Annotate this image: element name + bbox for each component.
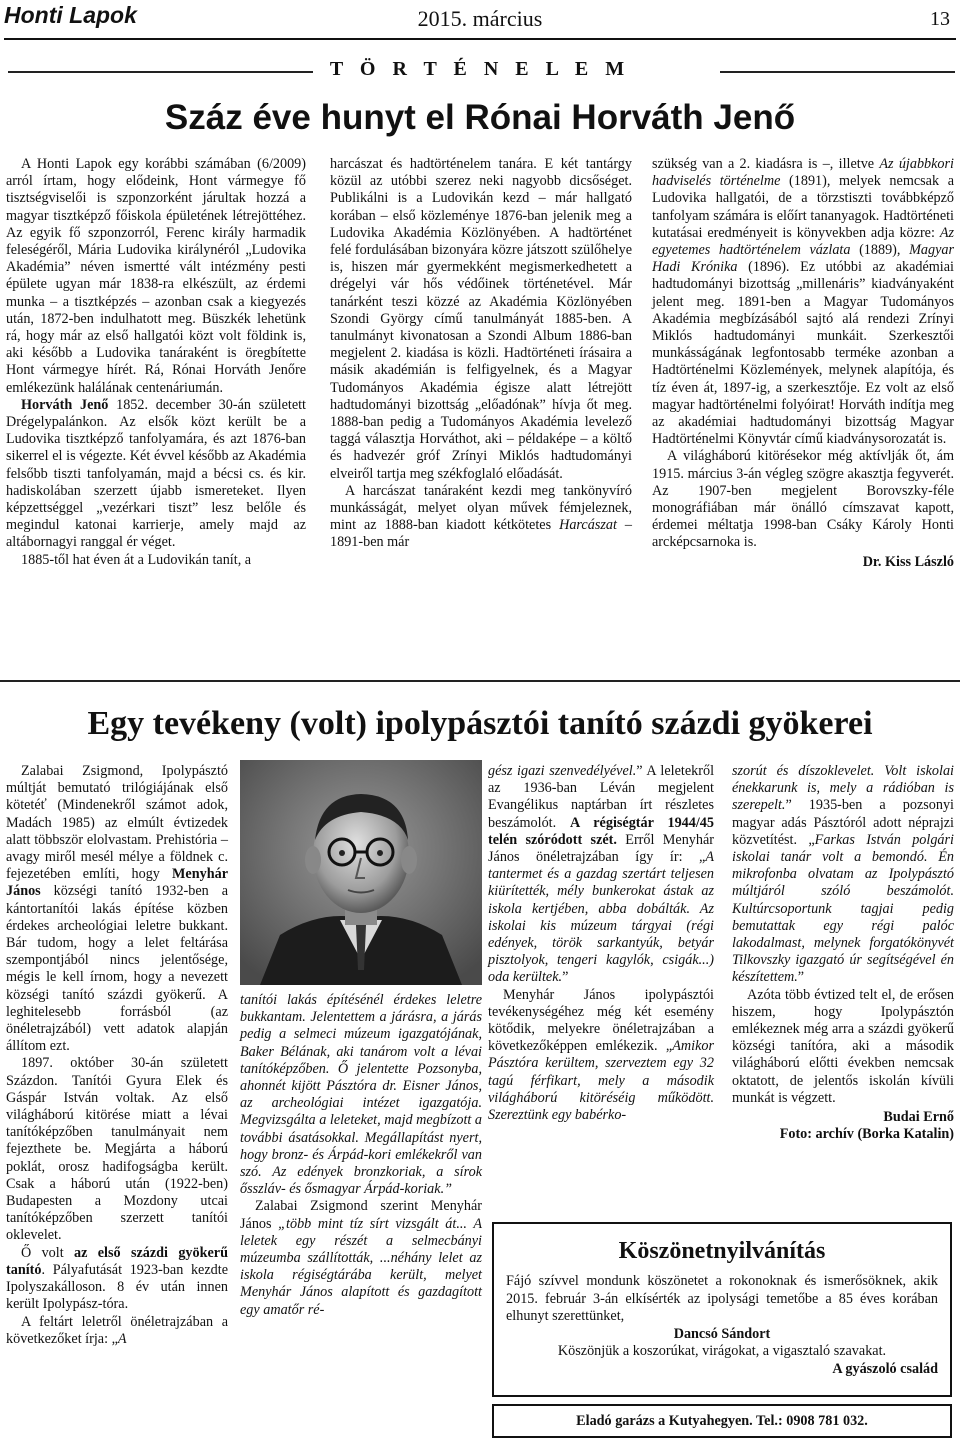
article2-text: . Pályafutását 1923-ban kezdte Ipolyszakálloson. 8 év után innen került Ipolypász-tóra. (6, 1261, 228, 1313)
article2-text: ” (562, 969, 569, 986)
quote-text: szorút és díszoklevelet. Volt iskolai énekkarunk is, mely a rádióban is szerepelt. (732, 763, 954, 814)
header-rule (4, 38, 956, 40)
article2-column-3 (488, 763, 714, 1124)
quote-text: tanítói lakás építésénél érdekes leletre bukkantam. Jelentettem a járásra, a járás pedig a selmeci múzeum igazgatójának, Baker Bélának, aki tanárom volt a lévai tanítóképzőben. Ő jelentette Pozsonyba, ahonnét kijött Pásztóra dr. Eisner János, az archeológiai intézet igazgatója. Megvizsgálta a leleteket, majd megbízott a további ásatásokkal. Megállapítást nyert, hogy bronz- és Árpád-kori emlékekről van szó. Az edények bronzkoriak, a sírok ősszláv- és ősmagyar Árpád-koriak.” (240, 992, 482, 1198)
quote-text: A (117, 1330, 127, 1347)
quote-text: Amikor Pásztóra kerültem, szerveztem egy 32 tagú férfikart, mely a második világháború kitöréséig működött. Szereztünk egy babérko- (488, 1038, 714, 1124)
article1-text: – 1891-ben már (330, 517, 632, 551)
article1-text: A harcászat tanáraként kezdi meg tankönyvíró munkásságát, melyet olyan művek fémjeleznek, mint az 1888-ban kiadott kétkötetes (330, 482, 632, 534)
article1-paragraph (6, 156, 306, 397)
article2-paragraph (6, 1314, 228, 1348)
article2-column-1 (6, 763, 228, 1348)
article1-text: (1896). Ez utóbbi az akadémiai hadtudományi bizottság „millenáris” kiadványaként jelent meg. 1891-ben a Magyar Tudományos Akadémia megbízásából sajtó alá rendezi Zrínyi Miklós hadtudományi munkáit. Szerkesztői munkásságának legfontosabb terméke azonban a Hadtörténelmi Közlemények, melynek alapítója, és tíz éven át, 1897-ig, a szerkesztője. Ez volt az első magyar hadtörténelmi folyóirat! Horváth indítja meg az akadémiai hadtudományi bizottság Magyar Hadtörténelmi Könyvtár című kiadványsorozatát is. (652, 259, 954, 448)
page-number: 13 (930, 8, 950, 30)
article2-paragraph (488, 763, 714, 987)
article2-headline: Egy tevékeny (volt) ipolypásztói tanító százdi gyökerei (87, 705, 873, 742)
article1-text: 1852. december 30-án született Drégelypalánkon. Az elsők közt került be a Ludovika tisztképző tanfolyamára, és azt 1876-ban sikerrel el is végezte. Két évvel később az Akadémia felsőbb tiszti tanfolyamán, majd a bécsi cs. és kir. hadiskolában szerzett újabb ismereteket. Ilyen képzettséggel „vezérkari tiszt” lesz belőle és megindul katonai karrierje, amely majd az altábornagyi ranggal ér véget. (6, 396, 306, 551)
article-divider (0, 680, 960, 682)
article1-paragraph (6, 552, 306, 569)
photo-credit: Foto: archív (Borka Katalin) (779, 1126, 954, 1143)
book-title: Az egyetemes hadtörténelem vázlata (652, 224, 954, 259)
article2-text: Menyhár János ipolypásztói tevékenységéhez még két esemény kötődik, melyekre önéletrajzában a következőképpen emlékezik. „ (488, 986, 714, 1055)
section-rule-right (720, 71, 955, 73)
article2-paragraph (240, 1198, 482, 1318)
article2-text: ” (797, 969, 805, 986)
article2-paragraph (6, 763, 228, 1055)
article1-column-1 (6, 156, 306, 569)
article1-text: (1891), melyek nemcsak a Ludovika hallgatói, de a törzstiszti továbbképző tanfolyam számára is előírt tananyagok. Hadtörténeti kutatásai eredményeit is könyvekben adja közre: (652, 173, 954, 241)
thanks-title: Köszönetnyilvánítás (618, 1238, 826, 1264)
portrait-photo-drawing (240, 760, 482, 985)
masthead: Honti Lapok (4, 2, 137, 28)
article1-column-3 (652, 156, 954, 571)
person-name: Horváth Jenő (21, 396, 109, 413)
article2-paragraph (488, 987, 714, 1125)
article1-paragraph (652, 156, 954, 448)
article2-text: 1897. október 30-án született Százdon. Tanítói Gyura Elek és Gáspár István voltak. Az első világháború kitörése miatt a lévai tanítóképzőben tanulmányait nem fejezthete be. Megjárta a háború poklát, orosz hadifogságba került. Csak a háború után (1922-ben) Budapesten a Mozdony utcai tanítóképzőben szerzett tanítói oklevelet. (6, 1055, 228, 1244)
quote-text: „több mint tíz sírt vizsgált át... A leletek egy részét a selmecbányi múzeumba szállították, ...néhány lelet az iskola régiségtárába került, melyet Menyhár János alapított és gazdagított egy amatőr ré- (240, 1215, 482, 1318)
person-name: Menyhár János (6, 866, 228, 900)
thanks-box (492, 1222, 952, 1397)
quote-text: Farkas István polgári iskolai tanár volt a bemondó. Én mikrofonba olvatam az Ipolypásztó múltjáról szóló beszámolót. Kultúrcsoportunk tagjai pedig bemutattak egy régi palóc lakodalmast, melynek forgatókönyvét Tilkovszky igazgató úr segítségével én készítettem. (732, 831, 954, 986)
article1-paragraph (652, 448, 954, 551)
article1-headline: Száz éve hunyt el Rónai Horváth Jenő (164, 98, 796, 137)
article2-text: ” 1935-ben a pozsonyi magyar adás Pásztóról adott néprajzi közvetítést. „ (732, 797, 954, 848)
article1-paragraph (330, 156, 632, 483)
article2-text: ” A leletekről az 1936-ban Léván megjelent Evangélikus naptárban írt részletes beszámolót. (488, 763, 715, 831)
article2-paragraph (732, 987, 954, 1107)
article2-text: Azóta több évtized telt el, de erősen hiszem, hogy Ipolypásztón emlékeznek még arra a százdi gyökerű községi tanítóra, aki a második világháború előtti években nemcsak oktatott, de jelentős iskolán kívüli munkát is végzett. (732, 986, 954, 1106)
article1-column-2 (330, 156, 632, 552)
classified-ad: Eladó garázs a Kutyahegyen. Tel.: 0908 781 032. (492, 1404, 952, 1438)
thanks-signature: A gyászoló család (832, 1360, 938, 1377)
highlight-text: A régiségtár 1944/45 telén szóródott szét. (488, 814, 714, 848)
article1-paragraph (6, 397, 306, 552)
article2-paragraph (6, 1245, 228, 1314)
article1-text: 1885-től hat éven át a Ludovikán tanít, a (21, 551, 252, 568)
article2-text: Erről Menyhár János önéletrajzában így ír: „ (488, 831, 714, 866)
article1-paragraph (330, 483, 632, 552)
quote-text: gész igazi szenvedélyével. (488, 763, 637, 779)
article1-text: szükség van a 2. kiadásra is –, illetve (652, 156, 880, 172)
issue-date: 2015. március (417, 6, 543, 31)
article2-paragraph (732, 763, 954, 987)
section-title: T Ö R T É N E L E M (329, 58, 631, 80)
article1-signature: Dr. Kiss László (862, 553, 954, 570)
article1-text: A Honti Lapok egy korábbi számában (6/2009) arról írtam, hogy elődeink, Hont vármegye fő tisztségviselői is szponzorként járultak hozzá a magyar tisztképző főiskola épületének létrejöttéhez. Az egyik fő szponzorról, Ferenc király harmadik feleségéről, Mária Ludovika királynéról „Ludovika Akadémia” néven ismertté vált intézmény pesti épülete ugyan már 1838-ra elkészült, az érdemi munka – a tisztképzés – azonban csak a kiegyezés után, 1872-ben indulhatott meg. Büszkék lehetünk rá, hogy már az első hallgatói közt volt földink is, aki később a Ludovika tanáraként is öregbítette Hont vármegye hírét. Rá, Rónai Horváth Jenőre emlékezünk halálának centenáriumán. (6, 156, 306, 396)
portrait-photo (240, 760, 482, 985)
article2-signature: Budai Ernő (883, 1109, 954, 1126)
article2-caption-column (240, 992, 482, 1319)
article2-text: községi tanító 1932-ben a kántortanítói lakás építése közben érdekes archeológiai leletre bukkant. Bár tudom, hogy a lelet feltárása szempontjából nincs jelentősége, mégis le kell írnom, hogy a nevezett községi tanító százdi gyökerű. A leghitelesebb forrásból (az önéletrajzából) vett adatok alapján állítom ezt. (6, 883, 228, 1055)
book-title: Harcászat (559, 517, 617, 534)
article1-text: harcászat és hadtörténelem tanára. E két tantárgy közül az utóbbi szerez neki nagyobb dicsőséget. Publikálni is a Ludovikán kezd – már hallgató korában – első közleménye 1876-ban jelenik meg a Ludovika Akadémia Közlönyében. A hadtörténet felé fordulásában bizonyára közre játszott szülőhelye is, hiszen már gyermekként megismerkedhetett a drégelyi vár hős védőinek történetével. Már tanárként teszi közzé az Akadémia Közlönyében Szondi György című tanulmányát 1885-ben. A tanulmányt kivonatosan a Szondi Album 1886-ban megjelent 2. kiadása is közli. Hadtörténeti írásaira a másik akadémián is felfigyelnek, és a Magyar Tudományos Akadémia égisze alatt létrejött hadtudományi bizottság „előadónak” hívja őt meg. 1888-ban pedig a Tudományos Akadémia levelező taggá választja Horváthot, aki – példaképe – a költő és hadvezér gróf Zrínyi Miklós hadtudományi elveiről tartja meg székfoglaló előadását. (330, 156, 632, 482)
article2-text: Zalabai Zsigmond szerint Menyhár János (240, 1198, 482, 1232)
thanks-text (494, 1265, 950, 1378)
quote-text: A tantermet és a gazdag szertárt teljesen kiürítették, mély bunkerokat ástak az iskola kertjében, abba dobálták. Az iskolai kis múzeum tárgyai (régi edények, török sarkantyúk, betyár pisztolyok, tengeri kagylók, csigák...) oda kerültek. (488, 849, 714, 986)
article2-paragraph (240, 992, 482, 1198)
book-title: Magyar Hadi Krónika (652, 242, 954, 276)
thanks-paragraph: Fájó szívvel mondunk köszönetet a rokonoknak és ismerősöknek, akik 2015. február 3-án elkísérték az ipolysági temetőbe a 85 éves korában elhunyt szerettünket, (506, 1273, 938, 1324)
highlight-text: az első százdi gyökerű tanító (6, 1244, 228, 1278)
article2-text: Ő volt (21, 1244, 75, 1261)
article2-text: Zalabai Zsigmond, Ipolypásztó múltját bemutató trilógiájának első kötetéť (Mindenekről számot adok, Madách 1985) az elmúlt évtizedek alatt többször elolvastam. Prehistória – avagy miről mesél mélye a földnek c. fejezetében említi, hogy (6, 763, 228, 883)
article2-column-4 (732, 763, 954, 1143)
thanks-paragraph: Köszönjük a koszorúkat, virágokat, a vigasztaló szavakat. (557, 1343, 887, 1359)
article2-text: A feltárt leletről önéletrajzában a következőket írja: „ (6, 1313, 228, 1347)
book-title: Az újabbkori hadviselés történelme (652, 156, 954, 190)
article2-paragraph (6, 1055, 228, 1244)
article1-text: A világháború kitörésekor még aktívlják őt, ám 1915. március 3-án végleg szögre akasztja fegyverét. Az 1907-ben megjelent Borovszky-féle monográfiában már önálló címszavat kapott, érdemei méltatja 1998-ban Csáky Károly Honti arcképcsarnoka is. (652, 448, 954, 551)
thanks-name: Dancsó Sándort (673, 1325, 771, 1342)
article1-text: (1889), (850, 242, 910, 259)
